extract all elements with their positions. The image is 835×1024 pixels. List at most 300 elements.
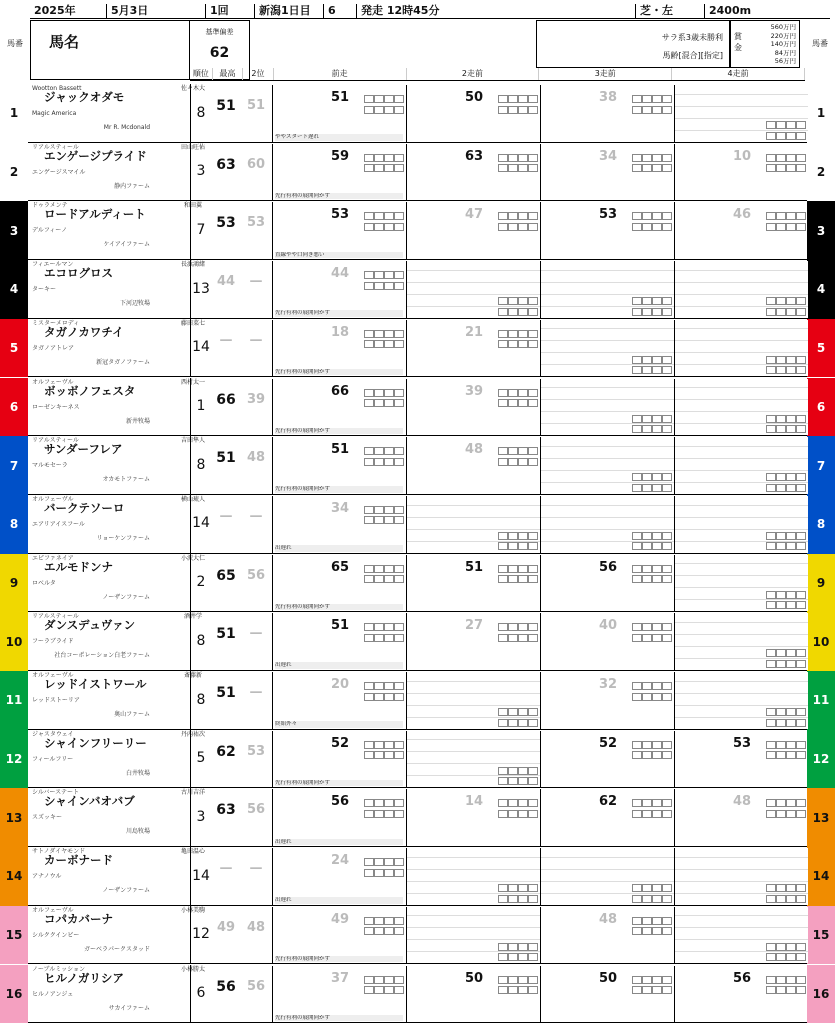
- grid-cell: [518, 943, 528, 951]
- grid-cell: [632, 634, 642, 642]
- grid-cell: [384, 164, 394, 172]
- rank: 7: [196, 221, 206, 238]
- grid-cell: [508, 884, 518, 892]
- grid-cell: [766, 976, 776, 984]
- position-grid: [766, 741, 806, 762]
- grid-cell: [796, 976, 806, 984]
- grid-cell: [632, 308, 642, 316]
- position-grid: [766, 356, 806, 377]
- grid-cell: [498, 708, 508, 716]
- grid-cell: [632, 356, 642, 364]
- grid-cell: [642, 223, 652, 231]
- grid-cell: [518, 542, 528, 550]
- grid-cell: [518, 634, 528, 642]
- jockey-name: 斎藤新: [183, 672, 202, 679]
- grid-cell: [384, 458, 394, 466]
- grid-cell: [508, 895, 518, 903]
- grid-cell: [652, 308, 662, 316]
- horse-number-right: 9: [807, 554, 835, 613]
- grid-cell: [364, 340, 374, 348]
- left-label: [2, 20, 28, 80]
- grid-cell: [498, 95, 508, 103]
- grid-cell: [498, 340, 508, 348]
- grid-cell: [508, 106, 518, 114]
- grid-cell: [364, 927, 374, 935]
- grid-cell: [662, 473, 672, 481]
- grid-cell: [652, 634, 662, 642]
- dam-name: Magic America: [32, 110, 77, 117]
- grid-cell: [796, 649, 806, 657]
- grid-cell: [384, 154, 394, 162]
- grid-cell: [384, 212, 394, 220]
- grid-cell: [652, 164, 662, 172]
- past-race: [406, 907, 540, 964]
- grid-cell: [766, 132, 776, 140]
- grid-cell: [796, 473, 806, 481]
- grid-cell: [662, 634, 672, 642]
- horse-row: [0, 201, 835, 260]
- grid-cell: [374, 741, 384, 749]
- grid-cell: [394, 575, 404, 583]
- grid-cell: [642, 976, 652, 984]
- grid-cell: [394, 693, 404, 701]
- grid-cell: [364, 976, 374, 984]
- jockey-name: 田山旺佑: [180, 143, 205, 151]
- grid-cell: [498, 767, 508, 775]
- grid-cell: [776, 799, 786, 807]
- race-score: 56: [733, 970, 752, 986]
- grid-cell: [662, 810, 672, 818]
- past-race: [406, 789, 540, 846]
- position-grid: [498, 297, 538, 318]
- grid-cell: [364, 858, 374, 866]
- position-grid: [364, 623, 404, 644]
- horse-info: [30, 143, 205, 202]
- grid-cell: [662, 565, 672, 573]
- grid-cell: [642, 751, 652, 759]
- grid-cell: [374, 858, 384, 866]
- grid-cell: [518, 719, 528, 727]
- grid-cell: [652, 415, 662, 423]
- horse-number-right: 11: [807, 671, 835, 730]
- grid-cell: [384, 634, 394, 642]
- grid-cell: [394, 810, 404, 818]
- grid-cell: [508, 154, 518, 162]
- grid-cell: [642, 741, 652, 749]
- col-header: 順位: [190, 68, 213, 80]
- grid-cell: [652, 212, 662, 220]
- race-note: 先行有利の展開向かず: [275, 604, 403, 611]
- grid-cell: [508, 986, 518, 994]
- past-race: [674, 789, 808, 846]
- grid-cell: [364, 389, 374, 397]
- past-race: [406, 379, 540, 436]
- grid-cell: [642, 634, 652, 642]
- grid-cell: [766, 425, 776, 433]
- grid-cell: [518, 340, 528, 348]
- grid-cell: [776, 986, 786, 994]
- sire-name: ドゥラメンテ: [32, 202, 68, 210]
- grid-cell: [518, 308, 528, 316]
- grid-cell: [786, 591, 796, 599]
- grid-cell: [384, 986, 394, 994]
- past-race: [272, 613, 406, 670]
- grid-cell: [786, 708, 796, 716]
- race-score: 66: [331, 383, 350, 399]
- race-score: 27: [465, 618, 484, 634]
- grid-cell: [384, 693, 394, 701]
- rank: 13: [192, 280, 210, 297]
- grid-cell: [364, 575, 374, 583]
- grid-cell: [374, 447, 384, 455]
- past-race: [540, 907, 674, 964]
- grid-cell: [796, 308, 806, 316]
- grid-cell: [374, 927, 384, 935]
- horse-number: 13: [0, 788, 28, 847]
- grid-cell: [394, 282, 404, 290]
- horse-row: [0, 319, 835, 378]
- grid-cell: [498, 106, 508, 114]
- past-race: [406, 966, 540, 1023]
- grid-cell: [652, 154, 662, 162]
- grid-cell: [776, 943, 786, 951]
- grid-cell: [766, 708, 776, 716]
- grid-cell: [528, 767, 538, 775]
- grid-cell: [528, 458, 538, 466]
- horse-row: [0, 436, 835, 495]
- grid-cell: [652, 976, 662, 984]
- past-race: [540, 320, 674, 377]
- grid-cell: [508, 532, 518, 540]
- grid-cell: [652, 799, 662, 807]
- grid-cell: [642, 484, 652, 492]
- past-race: [406, 848, 540, 905]
- grid-cell: [374, 869, 384, 877]
- grid-cell: [662, 484, 672, 492]
- race-note: 出遅れ: [275, 545, 403, 552]
- horse-number: 5: [0, 319, 28, 378]
- breeder-name: 静内ファーム: [114, 182, 150, 190]
- grid-cell: [766, 484, 776, 492]
- horse-number: 12: [0, 730, 28, 789]
- grid-cell: [374, 506, 384, 514]
- grid-cell: [498, 895, 508, 903]
- grid-cell: [652, 623, 662, 631]
- sire-name: ジャスタウェイ: [32, 730, 74, 738]
- horse-name: コパカバーナ: [44, 911, 113, 926]
- grid-cell: [518, 799, 528, 807]
- grid-cell: [652, 223, 662, 231]
- grid-cell: [642, 154, 652, 162]
- grid-cell: [786, 542, 796, 550]
- best-index: 49: [216, 919, 236, 935]
- grid-cell: [632, 532, 642, 540]
- grid-cell: [662, 532, 672, 540]
- past-race: [406, 144, 540, 201]
- grid-cell: [528, 623, 538, 631]
- date: 5月3日: [107, 4, 206, 18]
- grid-cell: [662, 415, 672, 423]
- position-grid: [766, 884, 806, 905]
- race-score: 62: [599, 794, 618, 810]
- past-race: [540, 731, 674, 788]
- position-grid: [364, 271, 404, 292]
- prize-values: [771, 23, 796, 66]
- race-no: 6: [324, 4, 357, 18]
- grid-cell: [662, 623, 672, 631]
- horse-info: [30, 201, 202, 260]
- prize-value: 560万円: [770, 23, 796, 31]
- position-grid: [498, 943, 538, 964]
- right-label-text: 馬番: [812, 39, 828, 48]
- position-grid: [364, 154, 404, 175]
- col-header: 3走前: [539, 68, 672, 80]
- grid-cell: [632, 917, 642, 925]
- horse-number: 7: [0, 436, 28, 495]
- race-score: 56: [599, 559, 618, 575]
- grid-cell: [632, 212, 642, 220]
- grid-cell: [776, 212, 786, 220]
- grid-cell: [632, 95, 642, 103]
- grid-cell: [394, 154, 404, 162]
- grid-cell: [518, 953, 528, 961]
- grid-cell: [786, 425, 796, 433]
- past-race: [540, 613, 674, 670]
- horse-name: エンゲージプライド: [44, 148, 147, 163]
- grid-cell: [508, 943, 518, 951]
- grid-cell: [528, 223, 538, 231]
- best-index: 63: [216, 156, 236, 173]
- grid-cell: [786, 484, 796, 492]
- grid-cell: [528, 106, 538, 114]
- grid-cell: [642, 95, 652, 103]
- position-grid: [632, 532, 672, 553]
- rank: 3: [196, 163, 206, 180]
- grid-cell: [518, 164, 528, 172]
- past-race: [272, 437, 406, 494]
- grid-cell: [384, 575, 394, 583]
- grid-cell: [364, 634, 374, 642]
- position-grid: [632, 297, 672, 318]
- grid-cell: [518, 767, 528, 775]
- race-score: 52: [599, 735, 618, 751]
- grid-cell: [796, 415, 806, 423]
- grid-cell: [766, 986, 776, 994]
- sire-name: ミスターメロディ: [32, 319, 80, 327]
- rank: 8: [196, 456, 206, 473]
- position-grid: [632, 976, 672, 997]
- grid-cell: [776, 719, 786, 727]
- grid-cell: [518, 458, 528, 466]
- race-score: 44: [331, 266, 350, 282]
- position-grid: [632, 884, 672, 905]
- horse-number-right: 15: [807, 906, 835, 965]
- grid-cell: [786, 308, 796, 316]
- grid-cell: [766, 719, 776, 727]
- grid-cell: [786, 943, 796, 951]
- grid-cell: [776, 953, 786, 961]
- past-race: [272, 320, 406, 377]
- horse-number-right: 14: [807, 847, 835, 906]
- grid-cell: [384, 516, 394, 524]
- race-note: 出遅れ: [275, 839, 403, 846]
- grid-cell: [394, 516, 404, 524]
- grid-cell: [528, 542, 538, 550]
- grid-cell: [652, 366, 662, 374]
- position-grid: [766, 943, 806, 964]
- breeder-name: 下河辺牧場: [119, 300, 150, 308]
- position-grid: [632, 154, 672, 175]
- grid-cell: [662, 927, 672, 935]
- best-index: 51: [216, 450, 236, 467]
- grid-cell: [498, 777, 508, 785]
- horse-name: タガノカワチイ: [44, 324, 124, 339]
- race-score: 48: [733, 794, 752, 810]
- horse-row: [0, 554, 835, 613]
- sire-name: オルフェーヴル: [32, 906, 74, 914]
- grid-cell: [498, 634, 508, 642]
- grid-cell: [518, 565, 528, 573]
- grid-cell: [766, 895, 776, 903]
- grid-cell: [384, 927, 394, 935]
- race-score: 48: [465, 442, 484, 458]
- grid-cell: [766, 366, 776, 374]
- past-race: [540, 966, 674, 1023]
- grid-cell: [766, 121, 776, 129]
- grid-cell: [766, 308, 776, 316]
- horse-number-right: 2: [807, 143, 835, 202]
- past-race: [406, 496, 540, 553]
- horse-number: 4: [0, 260, 28, 319]
- grid-cell: [642, 623, 652, 631]
- grid-cell: [508, 308, 518, 316]
- race-score: 53: [599, 207, 618, 223]
- grid-cell: [652, 575, 662, 583]
- grid-cell: [518, 95, 528, 103]
- race-header: [30, 4, 830, 19]
- dam-name: アナノウル: [32, 873, 62, 881]
- grid-cell: [652, 532, 662, 540]
- race-score: 47: [465, 207, 484, 223]
- horse-name: ジャックオダモ: [44, 90, 125, 104]
- sire-name: オルフェーヴル: [32, 378, 74, 386]
- grid-cell: [528, 565, 538, 573]
- grid-cell: [528, 777, 538, 785]
- grid-cell: [498, 212, 508, 220]
- sire-name: オルフェーヴル: [32, 495, 74, 503]
- grid-cell: [384, 271, 394, 279]
- position-grid: [766, 415, 806, 436]
- horse-number-right: 6: [807, 378, 835, 437]
- grid-cell: [498, 976, 508, 984]
- grid-cell: [364, 565, 374, 573]
- grid-cell: [498, 565, 508, 573]
- dam-name: フィールフリー: [32, 755, 74, 763]
- past-race: [674, 966, 808, 1023]
- position-grid: [766, 532, 806, 553]
- grid-cell: [776, 297, 786, 305]
- horse-row: [0, 671, 835, 730]
- horse-row: [0, 788, 835, 847]
- grid-cell: [786, 366, 796, 374]
- right-label: [807, 20, 833, 80]
- race-score: 24: [331, 853, 350, 869]
- dam-name: シルククインビー: [32, 931, 80, 939]
- race-score: 48: [599, 911, 618, 927]
- second-index: 56: [246, 567, 266, 583]
- past-race: [674, 144, 808, 201]
- second-index: 39: [246, 391, 266, 407]
- grid-cell: [662, 542, 672, 550]
- grid-cell: [374, 575, 384, 583]
- grid-cell: [786, 953, 796, 961]
- grid-cell: [394, 751, 404, 759]
- grid-cell: [642, 164, 652, 172]
- race-score: 51: [465, 559, 484, 575]
- grid-cell: [776, 895, 786, 903]
- horse-row: [0, 906, 835, 965]
- grid-cell: [508, 212, 518, 220]
- grid-cell: [384, 810, 394, 818]
- position-grid: [632, 565, 672, 586]
- start-time: 発走 12時45分: [357, 4, 636, 18]
- race-score: 65: [331, 559, 350, 575]
- grid-cell: [642, 693, 652, 701]
- dam-name: ターキー: [32, 286, 57, 294]
- grid-cell: [632, 164, 642, 172]
- grid-cell: [786, 532, 796, 540]
- grid-cell: [766, 212, 776, 220]
- grid-cell: [364, 282, 374, 290]
- grid-cell: [364, 986, 374, 994]
- grid-cell: [384, 95, 394, 103]
- grid-cell: [508, 777, 518, 785]
- grid-cell: [498, 953, 508, 961]
- grid-cell: [632, 799, 642, 807]
- base-value: 62: [209, 45, 230, 61]
- best-index: 51: [216, 626, 236, 643]
- grid-cell: [518, 575, 528, 583]
- grid-cell: [766, 154, 776, 162]
- second-index: —: [249, 861, 263, 877]
- grid-cell: [528, 330, 538, 338]
- grid-cell: [498, 330, 508, 338]
- grid-cell: [384, 447, 394, 455]
- grid-cell: [786, 976, 796, 984]
- grid-cell: [662, 799, 672, 807]
- year: 2025年: [30, 4, 107, 18]
- grid-cell: [364, 623, 374, 631]
- grid-cell: [642, 106, 652, 114]
- grid-cell: [652, 95, 662, 103]
- grid-cell: [776, 591, 786, 599]
- grid-cell: [776, 356, 786, 364]
- grid-cell: [394, 976, 404, 984]
- race-score: 34: [599, 148, 618, 164]
- horse-row: [0, 495, 835, 554]
- race-score: 53: [733, 735, 752, 751]
- jockey-name: 小沢大仁: [180, 554, 205, 562]
- race-score: 40: [599, 618, 618, 634]
- grid-cell: [528, 953, 538, 961]
- grid-cell: [662, 751, 672, 759]
- grid-cell: [394, 917, 404, 925]
- position-grid: [632, 415, 672, 436]
- grid-cell: [786, 986, 796, 994]
- best-index: —: [219, 861, 233, 877]
- grid-cell: [528, 389, 538, 397]
- grid-cell: [662, 986, 672, 994]
